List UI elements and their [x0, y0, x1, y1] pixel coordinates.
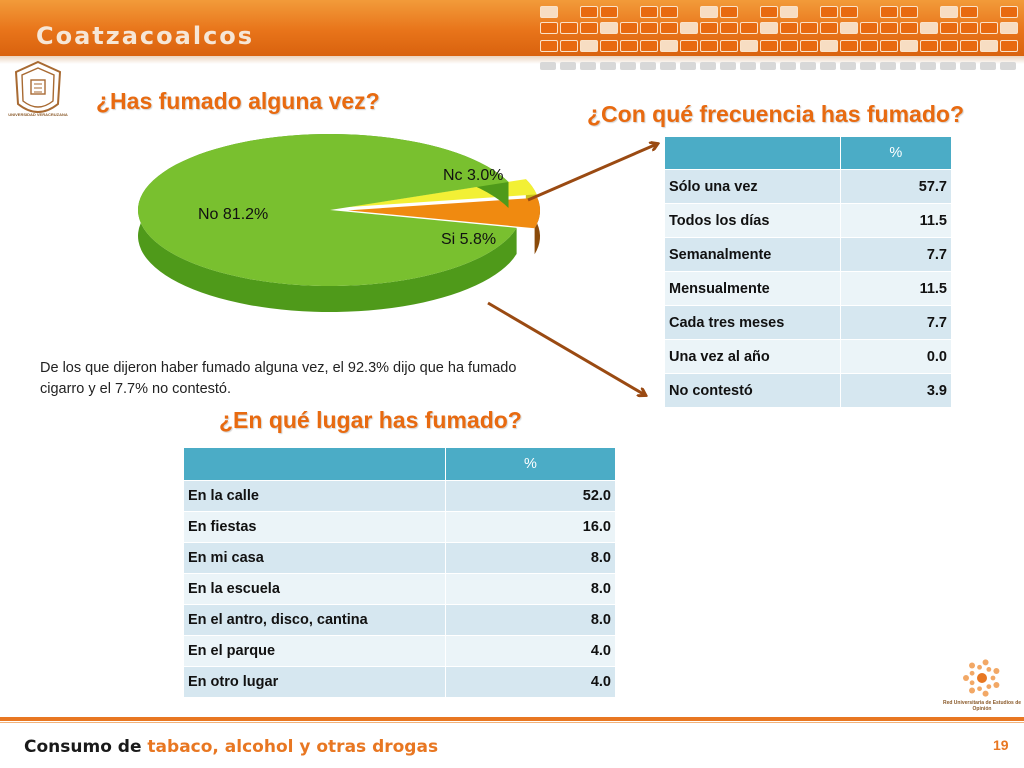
network-logo-dot — [977, 665, 982, 670]
network-logo-dot — [986, 667, 991, 672]
arrow-to-frequency — [528, 144, 657, 200]
table-row — [665, 306, 952, 340]
page-number: 19 — [993, 737, 1009, 753]
note-text: De los que dijeron haber fumado alguna vez, el 92.3% dijo que ha fumado cigarro y el 7.7% no contestó. — [40, 360, 517, 397]
row-label: Una vez al año — [665, 340, 841, 374]
table-row — [184, 481, 616, 512]
row-label: En fiestas — [184, 512, 446, 543]
row-label: En la calle — [184, 481, 446, 512]
network-logo-dot — [993, 682, 999, 688]
pie-label-si: Si 5.8% — [441, 231, 497, 248]
network-logo-dot — [991, 676, 996, 681]
place-title: ¿En qué lugar has fumado? — [219, 407, 522, 433]
table-row — [665, 238, 952, 272]
row-label: En la escuela — [184, 574, 446, 605]
footer-title — [24, 737, 438, 757]
table-row — [184, 605, 616, 636]
row-label: Sólo una vez — [665, 170, 841, 204]
pie-title: ¿Has fumado alguna vez? — [96, 88, 380, 114]
row-value: 0.0 — [840, 340, 951, 374]
table-row — [184, 667, 616, 698]
pie-label-no: No 81.2% — [198, 206, 269, 223]
header-title: Coatzacoalcos — [36, 22, 255, 50]
row-value: 57.7 — [840, 170, 951, 204]
row-value: 8.0 — [445, 605, 615, 636]
row-label: En el parque — [184, 636, 446, 667]
row-value: 16.0 — [445, 512, 615, 543]
frequency-title: ¿Con qué frecuencia has fumado? — [587, 101, 964, 127]
row-value: 11.5 — [840, 272, 951, 306]
footer-text-main: Consumo de — [24, 737, 148, 757]
pie-label-nc: Nc 3.0% — [443, 167, 504, 184]
network-logo-icon — [954, 656, 1010, 700]
network-caption: Red Universitaria de Estudios de Opinión — [942, 700, 1022, 712]
row-label: Todos los días — [665, 204, 841, 238]
table-row — [665, 204, 952, 238]
row-label: En otro lugar — [184, 667, 446, 698]
university-caption: UNIVERSIDAD VERACRUZANA — [8, 112, 68, 117]
row-value: 52.0 — [445, 481, 615, 512]
table-row — [184, 574, 616, 605]
network-logo-center — [977, 673, 987, 683]
network-logo-dot — [983, 691, 989, 697]
table-row — [184, 512, 616, 543]
column-header-percent: % — [445, 448, 615, 481]
row-value: 11.5 — [840, 204, 951, 238]
footer-divider-thin — [0, 722, 1024, 723]
row-value: 8.0 — [445, 543, 615, 574]
network-logo-dot — [993, 668, 999, 674]
table-header-row — [184, 448, 616, 481]
network-logo-dot — [983, 659, 989, 665]
row-value: 4.0 — [445, 636, 615, 667]
footer-divider — [0, 717, 1024, 721]
row-value: 8.0 — [445, 574, 615, 605]
network-logo-dot — [977, 686, 982, 691]
network-logo-dot — [970, 680, 975, 685]
table-row — [184, 543, 616, 574]
network-logo-dot — [963, 675, 969, 681]
row-value: 3.9 — [840, 374, 951, 408]
table-row — [184, 636, 616, 667]
column-header — [665, 137, 841, 170]
row-value: 7.7 — [840, 238, 951, 272]
row-label: En mi casa — [184, 543, 446, 574]
column-header-percent: % — [840, 137, 951, 170]
network-logo-dot — [969, 688, 975, 694]
table-row — [665, 374, 952, 408]
row-label: En el antro, disco, cantina — [184, 605, 446, 636]
network-logo-dot — [969, 662, 975, 668]
footer-text-accent: tabaco, alcohol y otras drogas — [147, 737, 439, 757]
row-label: Cada tres meses — [665, 306, 841, 340]
place-table — [183, 447, 616, 698]
row-value: 7.7 — [840, 306, 951, 340]
network-logo-dot — [986, 684, 991, 689]
row-label: No contestó — [665, 374, 841, 408]
row-label: Semanalmente — [665, 238, 841, 272]
table-row — [665, 272, 952, 306]
table-header-row — [665, 137, 952, 170]
table-row — [665, 340, 952, 374]
row-label: Mensualmente — [665, 272, 841, 306]
column-header — [184, 448, 446, 481]
row-value: 4.0 — [445, 667, 615, 698]
table-row — [665, 170, 952, 204]
frequency-table — [664, 136, 952, 408]
network-logo-dot — [970, 671, 975, 676]
